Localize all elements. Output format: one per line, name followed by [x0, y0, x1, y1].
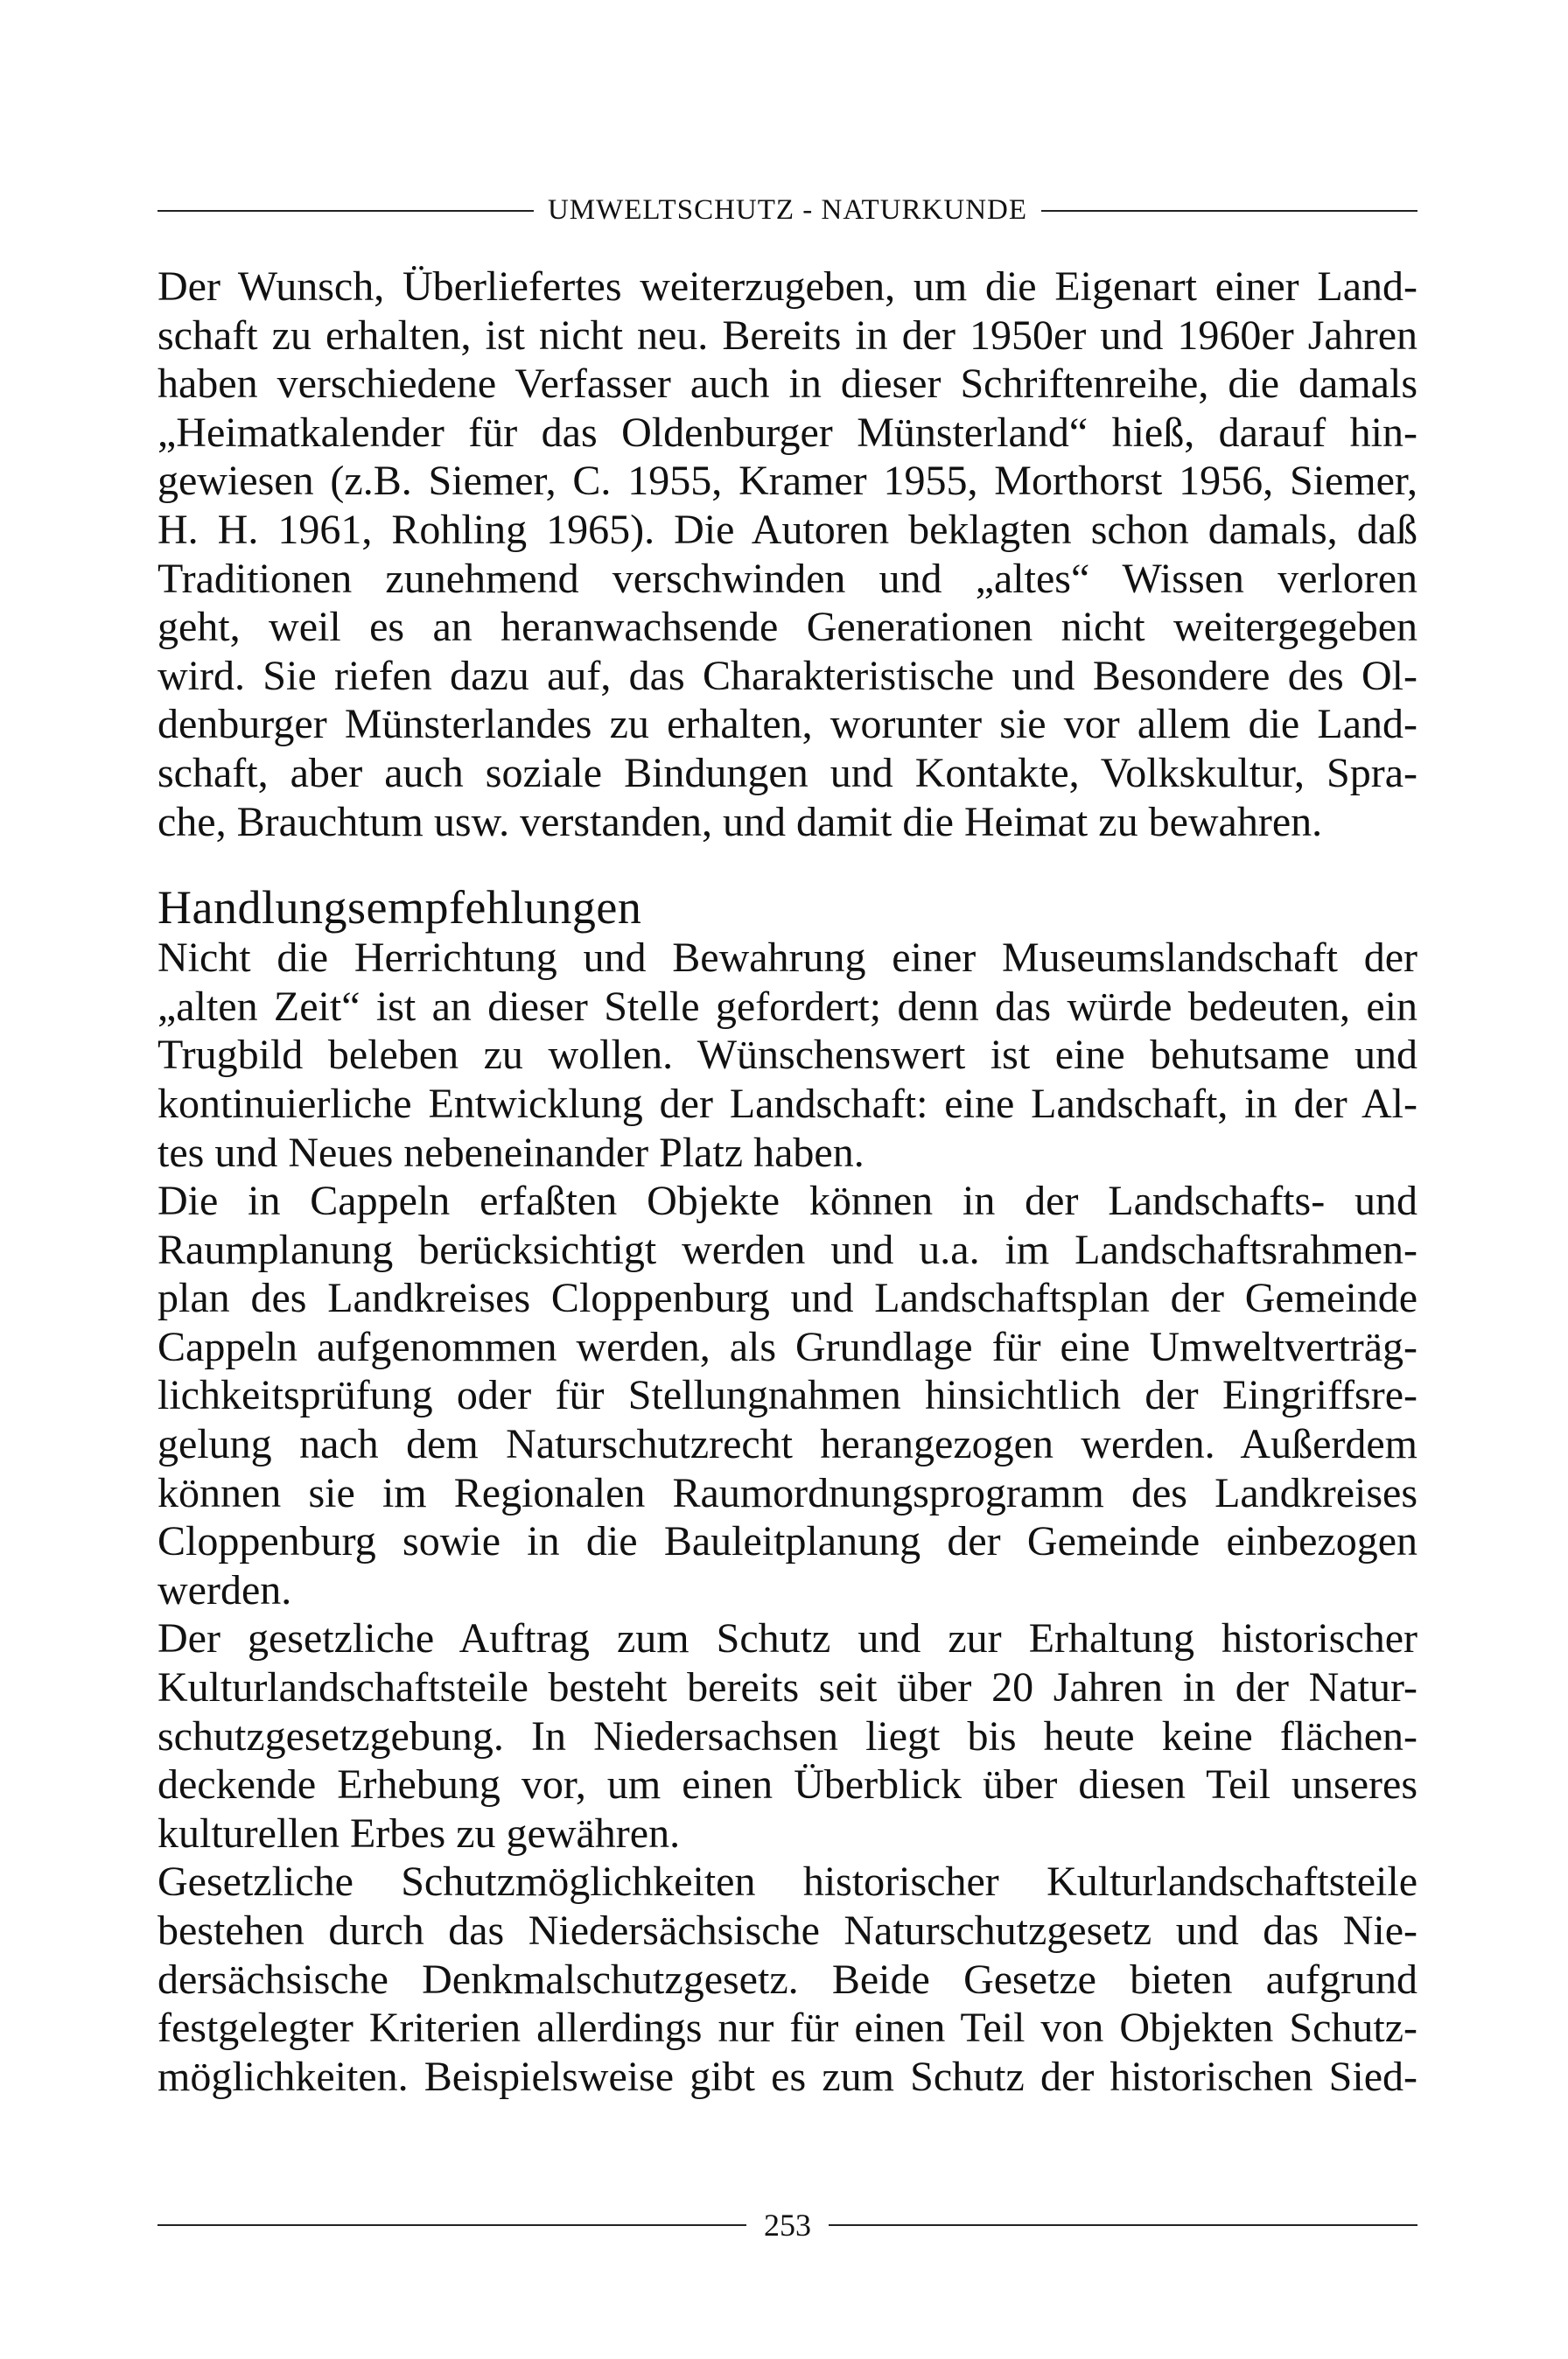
text-line: Die in Cappeln erfaßten Objekte können in der Landschafts- und [158, 1178, 1418, 1225]
text-line: Raumplanung berücksichtigt werden und u.a. im Landschaftsrahmen- [158, 1226, 1418, 1273]
text-line: wird. Sie riefen dazu auf, das Charakteristische und Besondere des Ol- [158, 652, 1418, 699]
text-line: möglichkeiten. Beispielsweise gibt es zum Schutz der historischen Sied- [158, 2053, 1418, 2100]
text-line: H. H. 1961, Rohling 1965). Die Autoren beklagten schon damals, daß [158, 506, 1418, 553]
text-line: schaft, aber auch soziale Bindungen und Kontakte, Volkskultur, Spra- [158, 749, 1418, 796]
text-line: „Heimatkalender für das Oldenburger Münsterland“ hieß, darauf hin- [158, 409, 1418, 456]
paragraph [158, 934, 1418, 1177]
text-line: gewiesen (z.B. Siemer, C. 1955, Kramer 1955, Morthorst 1956, Siemer, [158, 458, 1418, 505]
page-footer [158, 2207, 1418, 2244]
paragraph [158, 1614, 1418, 1858]
text-line: festgelegter Kriterien allerdings nur für einen Teil von Objekten Schutz- [158, 2005, 1418, 2052]
paragraph [158, 262, 1418, 846]
body-text [158, 262, 1418, 2101]
text-line: lichkeitsprüfung oder für Stellungnahmen hinsichtlich der Eingriffsre- [158, 1372, 1418, 1419]
paragraph [158, 1177, 1418, 1614]
text-line: Traditionen zunehmend verschwinden und „altes“ Wissen verloren [158, 555, 1418, 602]
running-head-rule-right [1041, 210, 1418, 212]
text-line: tes und Neues nebeneinander Platz haben. [158, 1129, 864, 1176]
running-head-rule-left [158, 210, 534, 212]
text-line: plan des Landkreises Cloppenburg und Landschaftsplan der Gemeinde [158, 1275, 1418, 1322]
paragraph [158, 1858, 1418, 2101]
text-line: „alten Zeit“ ist an dieser Stelle gefordert; denn das würde bedeuten, ein [158, 983, 1418, 1030]
text-line: deckende Erhebung vor, um einen Überblick über diesen Teil unseres [158, 1761, 1418, 1809]
footer-rule-right [829, 2224, 1418, 2226]
text-line: geht, weil es an heranwachsende Generationen nicht weitergegeben [158, 604, 1418, 651]
text-line: kulturellen Erbes zu gewähren. [158, 1810, 681, 1857]
section-heading: Handlungsempfehlungen [158, 881, 642, 934]
book-page [158, 0, 1418, 2359]
footer-rule-left [158, 2224, 746, 2226]
text-line: Der gesetzliche Auftrag zum Schutz und zur Erhaltung historischer [158, 1615, 1418, 1662]
text-line: Nicht die Herrichtung und Bewahrung einer Museumslandschaft der [158, 934, 1418, 982]
text-line: Cloppenburg sowie in die Bauleitplanung der Gemeinde einbezogen [158, 1518, 1418, 1565]
text-line: Trugbild beleben zu wollen. Wünschenswert ist eine behutsame und [158, 1032, 1418, 1079]
text-line: kontinuierliche Entwicklung der Landschaft: eine Landschaft, in der Al- [158, 1080, 1418, 1127]
text-line: dersächsische Denkmalschutzgesetz. Beide Gesetze bieten aufgrund [158, 1956, 1418, 2003]
running-head [158, 194, 1418, 227]
text-line: che, Brauchtum usw. verstanden, und damit die Heimat zu bewahren. [158, 798, 1323, 845]
text-line: bestehen durch das Niedersächsische Naturschutzgesetz und das Nie- [158, 1908, 1418, 1954]
text-line: können sie im Regionalen Raumordnungsprogramm des Landkreises [158, 1469, 1418, 1516]
text-line: denburger Münsterlandes zu erhalten, worunter sie vor allem die Land- [158, 701, 1418, 748]
text-line: Der Wunsch, Überliefertes weiterzugeben, um die Eigenart einer Land- [158, 263, 1418, 310]
page-number: 253 [764, 2208, 811, 2243]
text-line: schutzgesetzgebung. In Niedersachsen liegt bis heute keine flächen- [158, 1712, 1418, 1760]
text-line: Gesetzliche Schutzmöglichkeiten historischer Kulturlandschaftsteile [158, 1858, 1418, 1906]
text-line: Cappeln aufgenommen werden, als Grundlage für eine Umweltverträg- [158, 1323, 1418, 1370]
text-line: werden. [158, 1566, 292, 1614]
text-line: gelung nach dem Naturschutzrecht herangezogen werden. Außerdem [158, 1421, 1418, 1468]
text-line: Kulturlandschaftsteile besteht bereits seit über 20 Jahren in der Natur- [158, 1664, 1418, 1712]
text-line: haben verschiedene Verfasser auch in dieser Schriftenreihe, die damals [158, 360, 1418, 408]
text-line: schaft zu erhalten, ist nicht neu. Bereits in der 1950er und 1960er Jahren [158, 312, 1418, 359]
running-head-title: UMWELTSCHUTZ - NATURKUNDE [547, 194, 1028, 226]
